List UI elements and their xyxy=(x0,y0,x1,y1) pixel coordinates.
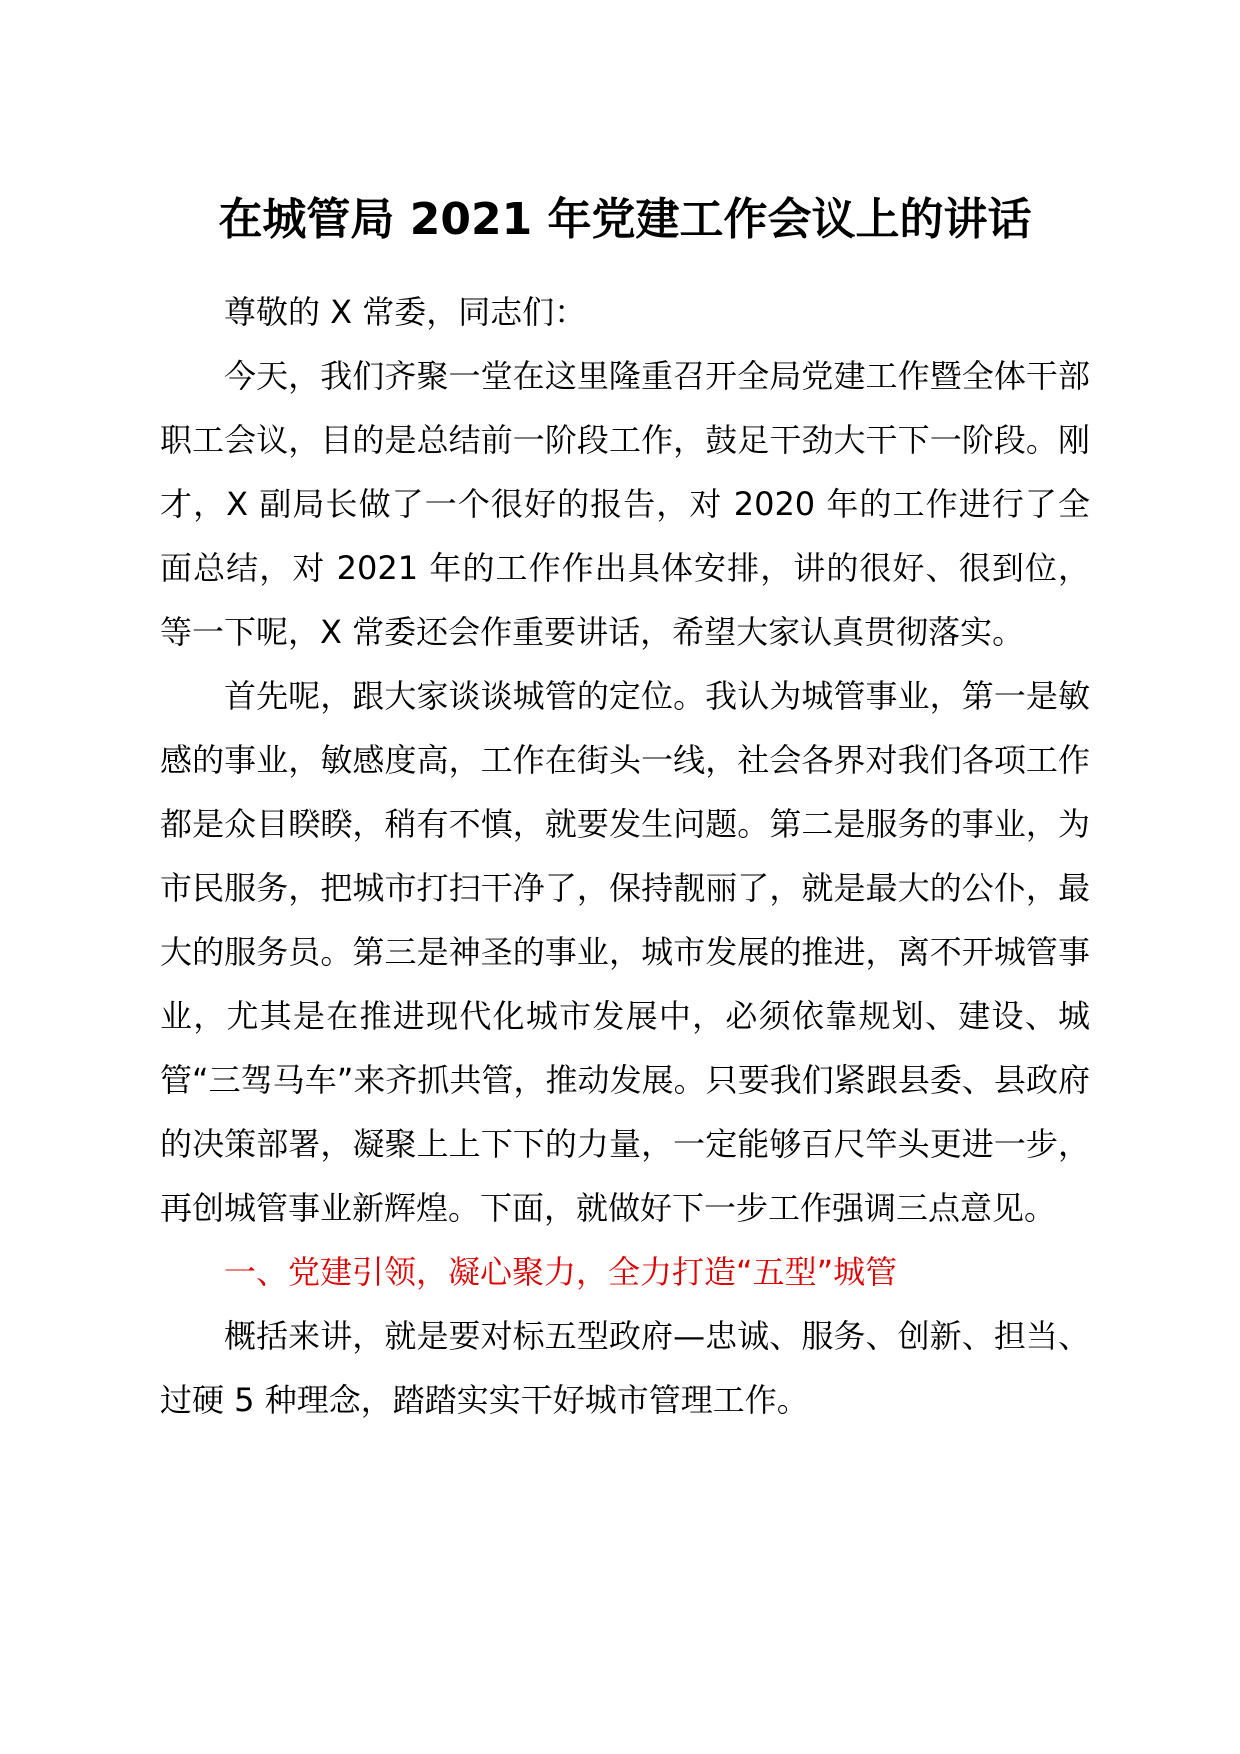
salutation: 尊敬的 X 常委，同志们： xyxy=(224,293,587,331)
paragraph-opening: 今天，我们齐聚一堂在这里隆重召开全局党建工作暨全体干部职工会议，目的是总结前一阶段工作，鼓足干劲大干下一阶段。刚才，X 副局长做了一个很好的报告，对 2020 年的工作进行了全面总结，对 2021 年的工作作出具体安排，讲的很好、很到位，等一下呢，X 常委还会作重要讲话，希望大家认真贯彻落实。 xyxy=(160,357,1090,651)
document-page xyxy=(160,190,1090,1432)
paragraph-positioning: 首先呢，跟大家谈谈城管的定位。我认为城管事业，第一是敏感的事业，敏感度高，工作在街头一线，社会各界对我们各项工作都是众目睽睽，稍有不慎，就要发生问题。第二是服务的事业，为市民服务，把城市打扫干净了，保持靓丽了，就是最大的公仆，最大的服务员。第三是神圣的事业，城市发展的推进，离不开城管事业，尤其是在推进现代化城市发展中，必须依靠规划、建设、城管“三驾马车”来齐抓共管，推动发展。只要我们紧跟县委、县政府的决策部署，凝聚上上下下的力量，一定能够百尺竿头更进一步，再创城管事业新辉煌。下面，就做好下一步工作强调三点意见。 xyxy=(160,677,1090,1227)
document-title: 在城管局 2021 年党建工作会议上的讲话 xyxy=(218,194,1032,245)
section-1-paragraph: 概括来讲，就是要对标五型政府—忠诚、服务、创新、担当、过硬 5 种理念，踏踏实实干好城市管理工作。 xyxy=(160,1317,1090,1419)
section-heading-1: 一、党建引领，凝心聚力，全力打造“五型”城管 xyxy=(224,1253,898,1291)
